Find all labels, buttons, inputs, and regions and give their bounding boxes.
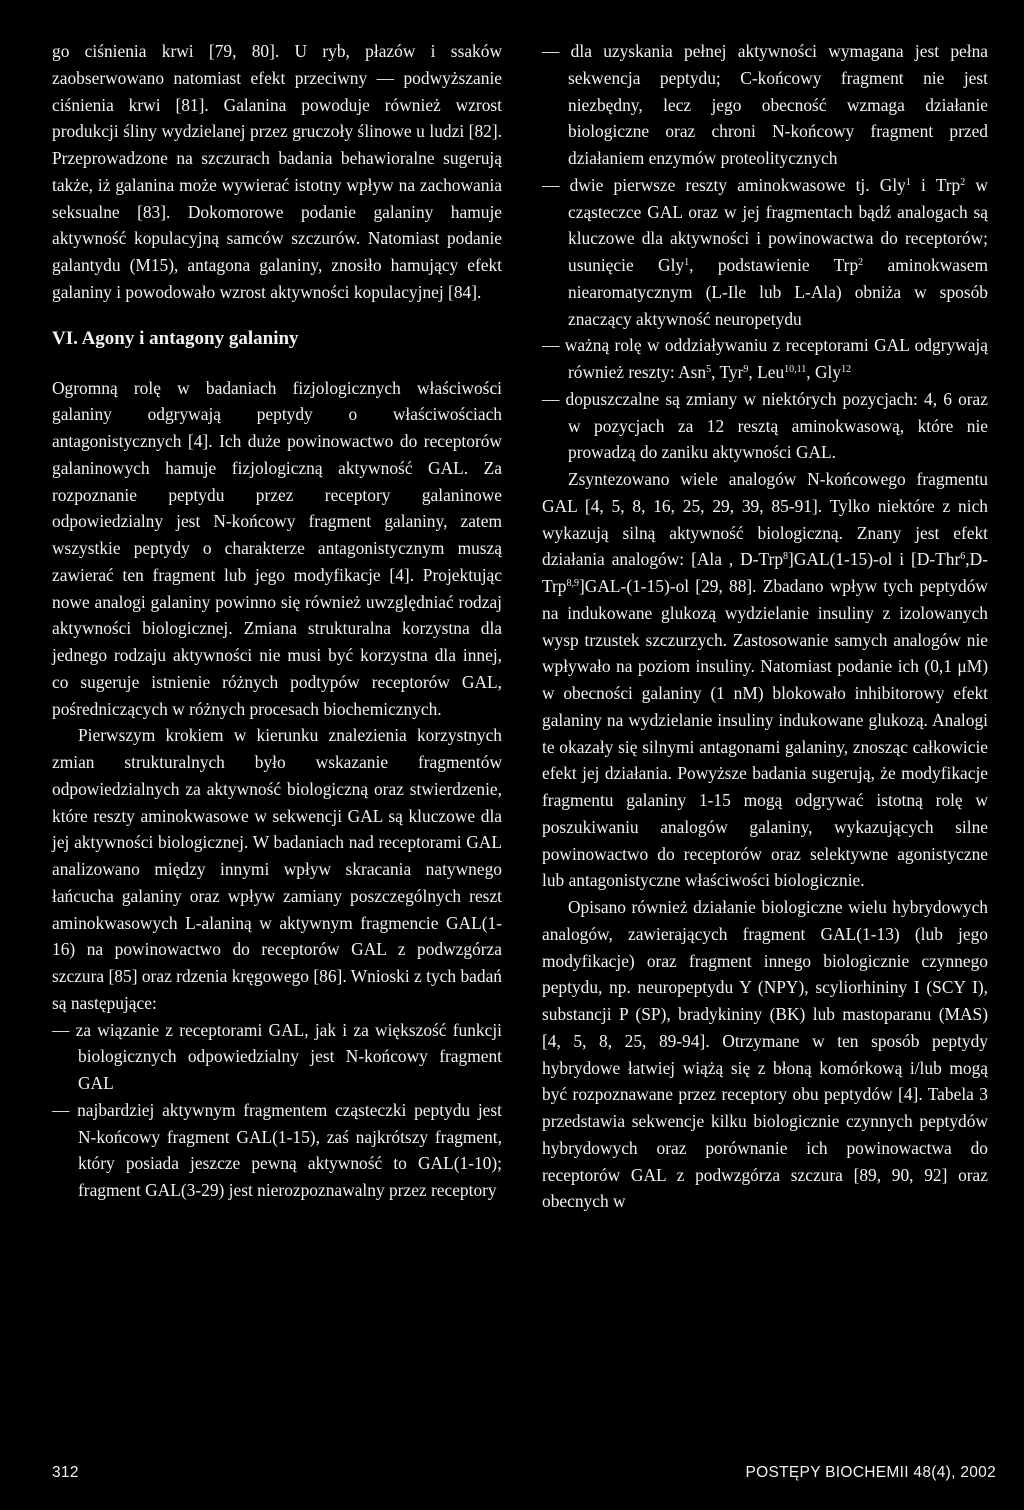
list-item: — dopuszczalne są zmiany w niektórych pozycjach: 4, 6 oraz w pozycjach za 12 resztą aminokwasową, które nie prowadzą do zaniku aktywności GAL. [542, 388, 988, 463]
page-number: 312 [52, 1464, 79, 1481]
left-column [52, 38, 502, 1204]
section-heading: VI. Agony i antagony galaniny [52, 327, 299, 349]
journal-reference: POSTĘPY BIOCHEMII 48(4), 2002 [745, 1464, 996, 1481]
paragraph: go ciśnienia krwi [79, 80]. U ryb, płazów i ssaków zaobserwowano natomiast efekt przeciwny — podwyższanie ciśnienia krwi [81]. Galanina powoduje również wzrost produkcji śliny wydzielanej przez gruczoły ślinowe u ludzi [82]. Przeprowadzone na szczurach badania behawioralne sugerują także, iż galanina może wywierać istotny wpływ na zachowania seksualne [83]. Dokomorowe podanie galaniny hamuje aktywność kopulacyjną samców szczurów. Natomiast podanie galantydu (M15), antagona galaniny, znosiło hamujący efekt galaniny i powodowało wzrost aktywności kopulacyjnej [84]. [52, 41, 502, 302]
list-item: — za wiązanie z receptorami GAL, jak i za większość funkcji biologicznych odpowiedzialny jest N-końcowy fragment GAL [52, 1019, 502, 1093]
list-item: — dwie pierwsze reszty aminokwasowe tj. Gly$^1$ i Trp$^2$ w cząsteczce GAL oraz w jej fragmentach bądź analogach są kluczowe dla aktywności i powinowactwa do receptorów; usunięcie Gly$^1$, podstawienie Trp$^2$ aminokwasem niearomatycznym (L-Ile lub L-Ala) obniża w sposób znaczący aktywność neuropetydu [542, 174, 988, 329]
list-item: — dla uzyskania pełnej aktywności wymagana jest pełna sekwencja peptydu; C-końcowy fragment nie jest niezbędny, lecz jego obecność wzmaga działanie biologiczne oraz chroni N-końcowy fragment przed działaniem enzymów proteolitycznych [542, 41, 988, 168]
list-item: — najbardziej aktywnym fragmentem cząsteczki peptydu jest N-końcowy fragment GAL(1-15), zaś najkrótszy fragment, który posiada jeszcze pewną aktywność to GAL(1-10); fragment GAL(3-29) jest nierozpoznawalny przez receptory [52, 1099, 502, 1200]
list-item: — ważną rolę w oddziaływaniu z receptorami GAL odgrywają również reszty: Asn$^5$, Tyr$^9$, Leu$^{10,11}$, Gly$^{12}$ [542, 335, 988, 382]
paragraph: Zsyntezowano wiele analogów N-końcowego fragmentu GAL [4, 5, 8, 16, 25, 29, 39, 85-91]. Tylko niektóre z nich wykazują silną aktywność biologiczną. Znany jest efekt działania analogów: [Ala , D-Trp$^8$]GAL(1-15)-ol i [D-Thr$^6$,D-Trp$^{8,9}$]GAL-(1-15)-ol [29, 88]. Zbadano wpływ tych peptydów na indukowane glukozą wydzielanie insuliny z izolowanych wysp trzustek szczurzych. Zastosowanie samych analogów nie wpływało na poziom insuliny. Natomiast podanie ich (0,1 μM) w obecności galaniny (1 nM) blokowało inhibitorowy efekt galaniny na wydzielanie insuliny indukowane glukozą. Analogi te okazały się silnymi antagonami galaniny, znosząc całkowicie efekt jej działania. Powyższe badania sugerują, że modyfikacje fragmentu galaniny 1-15 mogą odgrywać istotną rolę w poszukiwaniu analogów galaniny, wykazujących silne powinowactwo do receptorów oraz selektywne agonistyczne lub antagonistyczne właściwości biologicznie. [542, 469, 988, 891]
paragraph: Opisano również działanie biologiczne wielu hybrydowych analogów, zawierających fragment GAL(1-13) (lub jego modyfikacje) oraz fragment innego biologicznie czynnego peptydu, np. neuropeptydu Y (NPY), scyliorhininy I (SCY I), substancji P (SP), bradykininy (BK) lub mastoparanu (MAS) [4, 5, 8, 25, 89-94]. Otrzymane w ten sposób peptydy hybrydowe łatwiej wiążą się z błoną komórkową i/lub mogą być rozpoznawane przez receptory obu peptydów [4]. Tabela 3 przedstawia sekwencje kilku biologicznie czynnych peptydów hybrydowych oraz porównanie ich powinowactwa do receptorów GAL z podwzgórza szczura [89, 90, 92] oraz obecnych w [542, 897, 988, 1212]
paragraph: Pierwszym krokiem w kierunku znalezienia korzystnych zmian strukturalnych było wskazanie fragmentów odpowiedzialnych za aktywność biologiczną oraz stwierdzenie, które reszty aminokwasowe w sekwencji GAL są kluczowe dla jej aktywności biologicznej. W badaniach nad receptorami GAL analizowano między innymi wpływ skracania natywnego łańcucha galaniny oraz wpływ zamiany poszczególnych reszt aminokwasowych L-alaniną w aktywnym fragmencie GAL(1-16) na powinowactwo do receptorów GAL z podwzgórza szczura [85] oraz rdzenia kręgowego [86]. Wnioski z tych badań są następujące: [52, 725, 502, 1013]
right-column [542, 38, 988, 1215]
paragraph: Ogromną rolę w badaniach fizjologicznych właściwości galaniny odgrywają peptydy o właściwościach antagonistycznych [4]. Ich duże powinowactwo do receptorów galaninowych hamuje fizjologiczną aktywność GAL. Za rozpoznanie peptydu przez receptory galaninowe odpowiedzialny jest N-końcowy fragment galaniny, zatem wszystkie peptydy o charakterze antagonistycznym muszą zawierać ten fragment lub jego modyfikacje [4]. Projektując nowe analogi galaniny powinno się również uwzględniać rodzaj aktywności biologicznej. Zmiana strukturalna korzystna dla jednego rodzaju aktywności nie musi być korzystna dla innej, co sugeruje istnienie różnych podtypów receptorów GAL, pośredniczących w różnych procesach biochemicznych. [52, 377, 502, 719]
